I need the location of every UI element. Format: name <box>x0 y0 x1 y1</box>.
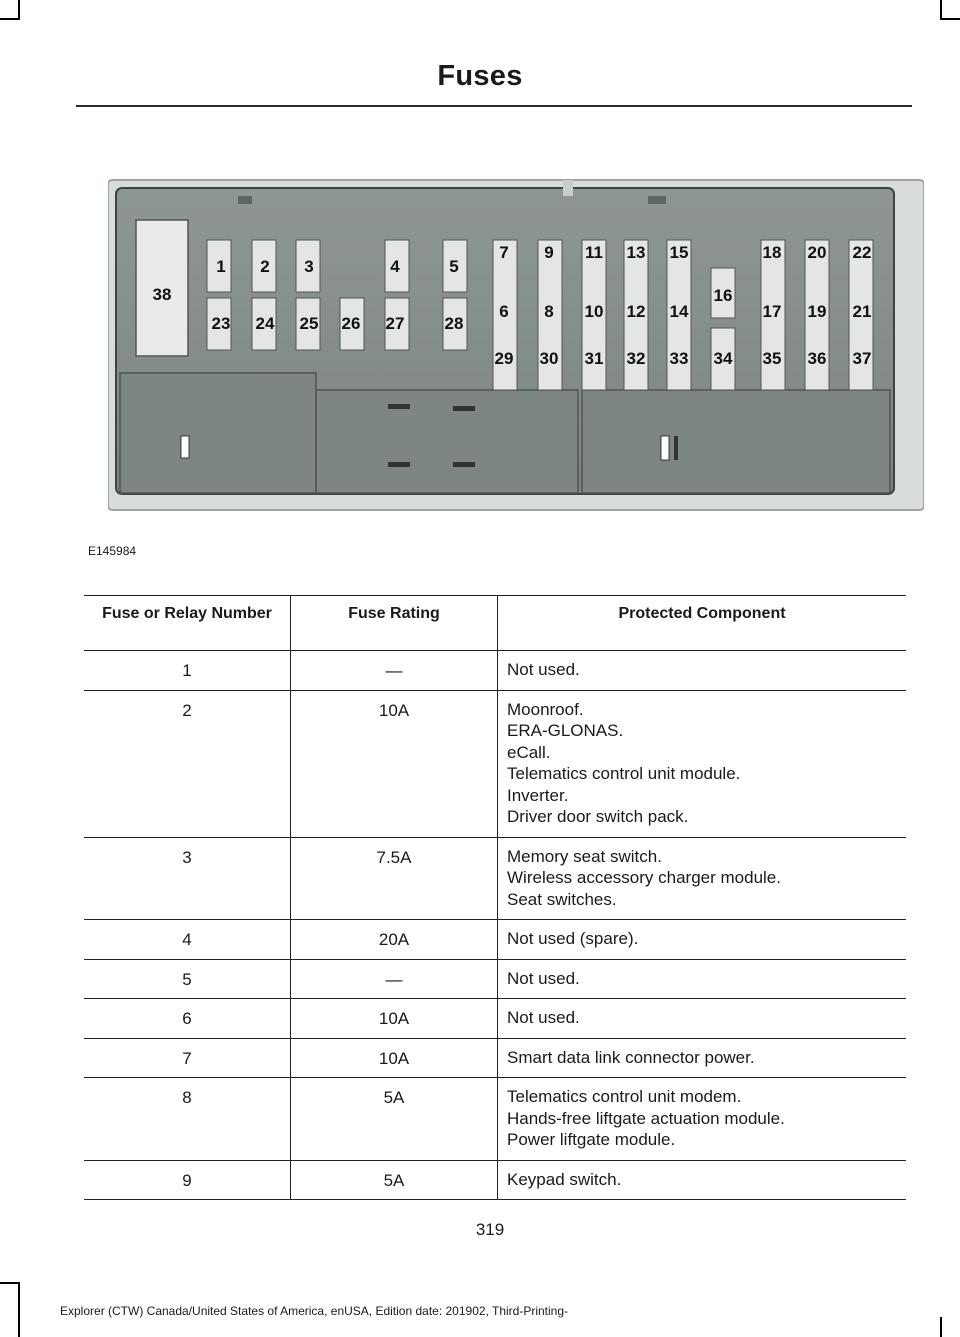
fuse-table <box>84 595 906 1200</box>
svg-text:27: 27 <box>385 314 405 333</box>
svg-text:15: 15 <box>669 243 689 262</box>
table-row <box>84 959 906 999</box>
table-row <box>84 1078 906 1161</box>
fuse-rating: 20A <box>291 920 498 960</box>
svg-text:29: 29 <box>494 349 514 368</box>
svg-text:23: 23 <box>211 314 231 333</box>
fuse-number: 4 <box>84 920 291 960</box>
protected-component: Keypad switch. <box>498 1160 907 1200</box>
svg-text:31: 31 <box>584 349 604 368</box>
fuse-rating: 10A <box>291 690 498 837</box>
page-title: Fuses <box>437 60 523 92</box>
svg-text:33: 33 <box>669 349 689 368</box>
table-row <box>84 690 906 837</box>
svg-text:13: 13 <box>626 243 646 262</box>
fuse-rating: — <box>291 959 498 999</box>
fuse-rating: 10A <box>291 999 498 1039</box>
svg-text:18: 18 <box>762 243 782 262</box>
svg-text:37: 37 <box>852 349 872 368</box>
svg-text:22: 22 <box>852 243 872 262</box>
svg-text:5: 5 <box>449 257 459 276</box>
fuse-rating: — <box>291 651 498 691</box>
svg-text:26: 26 <box>341 314 361 333</box>
svg-text:34: 34 <box>713 349 733 368</box>
svg-text:36: 36 <box>807 349 827 368</box>
protected-component: Not used. <box>498 999 907 1039</box>
fuse-number: 5 <box>84 959 291 999</box>
table-header-row <box>84 596 906 651</box>
svg-text:20: 20 <box>807 243 827 262</box>
svg-text:24: 24 <box>255 314 275 333</box>
protected-component: Not used (spare). <box>498 920 907 960</box>
svg-text:17: 17 <box>762 302 782 321</box>
table-row <box>84 1160 906 1200</box>
svg-text:2: 2 <box>260 257 270 276</box>
svg-text:21: 21 <box>852 302 872 321</box>
fuse-box-diagram <box>108 178 924 513</box>
column-header-rating: Fuse Rating <box>291 596 498 651</box>
crop-mark <box>0 1282 20 1284</box>
table-row <box>84 837 906 920</box>
protected-component: Not used. <box>498 959 907 999</box>
column-header-component: Protected Component <box>498 596 907 651</box>
table-row <box>84 999 906 1039</box>
protected-component: Telematics control unit modem. Hands-free liftgate actuation module. Power liftgate module. <box>498 1078 907 1161</box>
svg-text:35: 35 <box>762 349 782 368</box>
svg-text:28: 28 <box>444 314 464 333</box>
figure-code: E145984 <box>88 544 137 558</box>
fuse-number: 7 <box>84 1038 291 1078</box>
protected-component: Smart data link connector power. <box>498 1038 907 1078</box>
crop-mark <box>18 0 20 20</box>
svg-text:3: 3 <box>304 257 314 276</box>
fuse-number: 9 <box>84 1160 291 1200</box>
column-header-number: Fuse or Relay Number <box>84 596 291 651</box>
table-row <box>84 1038 906 1078</box>
svg-text:14: 14 <box>669 302 689 321</box>
svg-text:11: 11 <box>585 243 603 262</box>
fuse-rating: 7.5A <box>291 837 498 920</box>
svg-text:32: 32 <box>626 349 646 368</box>
crop-mark <box>940 18 960 20</box>
svg-text:19: 19 <box>807 302 827 321</box>
fuse-number: 3 <box>84 837 291 920</box>
fuse-rating: 10A <box>291 1038 498 1078</box>
protected-component: Moonroof. ERA-GLONAS. eCall. Telematics control unit module. Inverter. Driver door switch pack. <box>498 690 907 837</box>
svg-text:6: 6 <box>499 302 509 321</box>
fuse-rating: 5A <box>291 1078 498 1161</box>
svg-text:30: 30 <box>539 349 559 368</box>
svg-text:10: 10 <box>584 302 604 321</box>
svg-text:1: 1 <box>216 257 226 276</box>
fuse-number: 8 <box>84 1078 291 1161</box>
fuse-number: 6 <box>84 999 291 1039</box>
svg-text:16: 16 <box>713 286 733 305</box>
table-row <box>84 920 906 960</box>
svg-text:25: 25 <box>299 314 319 333</box>
svg-text:7: 7 <box>499 243 509 262</box>
svg-text:9: 9 <box>544 243 554 262</box>
relay-label: 38 <box>152 285 172 304</box>
crop-mark <box>18 1282 20 1337</box>
protected-component: Not used. <box>498 651 907 691</box>
crop-mark <box>0 18 20 20</box>
fuse-number: 2 <box>84 690 291 837</box>
svg-text:12: 12 <box>626 302 646 321</box>
fuse-number: 1 <box>84 651 291 691</box>
crop-mark <box>940 0 942 20</box>
title-rule <box>76 105 912 107</box>
svg-text:8: 8 <box>544 302 554 321</box>
svg-text:4: 4 <box>390 257 400 276</box>
crop-mark <box>940 1317 942 1337</box>
table-row <box>84 651 906 691</box>
protected-component: Memory seat switch. Wireless accessory charger module. Seat switches. <box>498 837 907 920</box>
fuse-rating: 5A <box>291 1160 498 1200</box>
edition-footer: Explorer (CTW) Canada/United States of America, enUSA, Edition date: 201902, Third-Printing- <box>60 1304 569 1318</box>
page-number: 319 <box>475 1220 505 1239</box>
